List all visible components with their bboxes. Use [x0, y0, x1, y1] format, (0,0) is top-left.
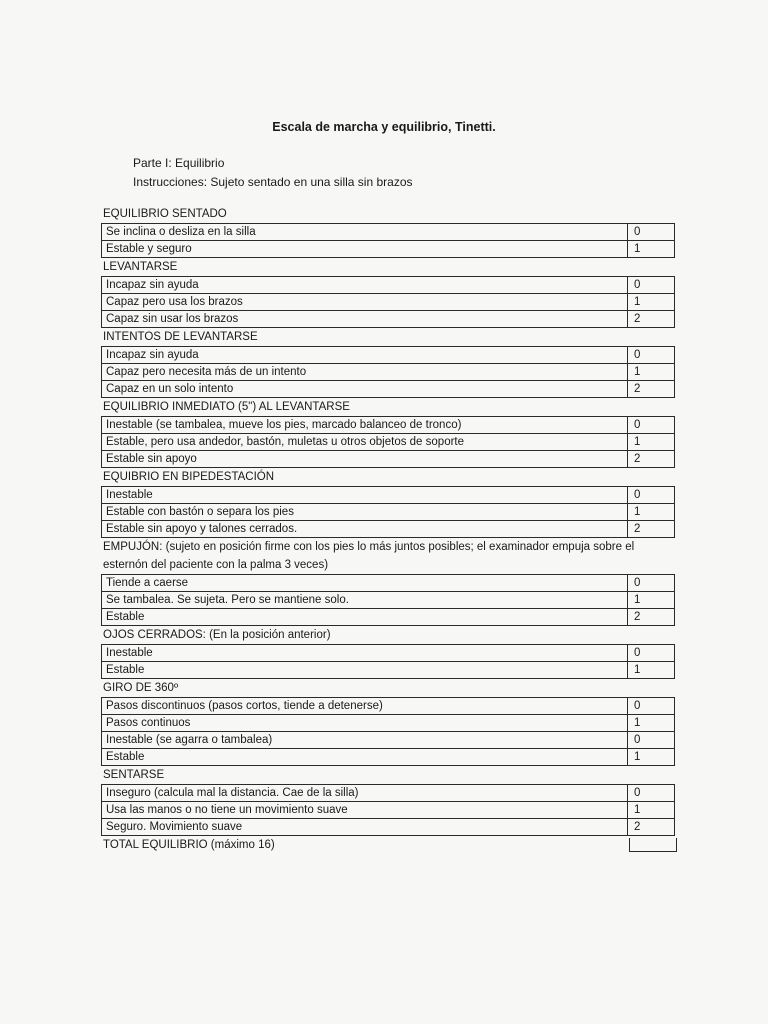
item-label: Estable sin apoyo y talones cerrados.: [102, 521, 628, 538]
table-row: [102, 715, 675, 732]
instructions-text: Instrucciones: Sujeto sentado en una silla sin brazos: [133, 175, 413, 189]
item-score: 2: [628, 381, 675, 398]
section-table: [101, 486, 675, 538]
item-score: 0: [628, 575, 675, 592]
item-score: 2: [628, 521, 675, 538]
item-score: 0: [628, 785, 675, 802]
table-row: [102, 381, 675, 398]
item-label: Capaz pero necesita más de un intento: [102, 364, 628, 381]
item-score: 2: [628, 311, 675, 328]
table-row: [102, 521, 675, 538]
item-score: 0: [628, 487, 675, 504]
item-score: 1: [628, 802, 675, 819]
section-title: INTENTOS DE LEVANTARSE: [103, 331, 258, 343]
item-label: Inestable: [102, 645, 628, 662]
table-row: [102, 487, 675, 504]
section-table: [101, 416, 675, 468]
table-row: [102, 749, 675, 766]
item-label: Se inclina o desliza en la silla: [102, 224, 628, 241]
section-table: [101, 644, 675, 679]
section-table: [101, 223, 675, 258]
total-score-box: [629, 838, 677, 852]
item-score: 0: [628, 417, 675, 434]
item-label: Usa las manos o no tiene un movimiento suave: [102, 802, 628, 819]
item-score: 0: [628, 277, 675, 294]
table-row: [102, 241, 675, 258]
item-score: 1: [628, 504, 675, 521]
section-title: EQUILIBRIO INMEDIATO (5") AL LEVANTARSE: [103, 401, 350, 413]
section-title: GIRO DE 360º: [103, 682, 179, 694]
item-label: Estable, pero usa andedor, bastón, muletas u otros objetos de soporte: [102, 434, 628, 451]
item-label: Estable con bastón o separa los pies: [102, 504, 628, 521]
section-title: OJOS CERRADOS: (En la posición anterior): [103, 629, 331, 641]
table-row: [102, 504, 675, 521]
item-score: 0: [628, 698, 675, 715]
item-label: Pasos discontinuos (pasos cortos, tiende a detenerse): [102, 698, 628, 715]
table-row: [102, 347, 675, 364]
item-label: Seguro. Movimiento suave: [102, 819, 628, 836]
page-title: Escala de marcha y equilibrio, Tinetti.: [272, 120, 496, 134]
table-row: [102, 698, 675, 715]
item-score: 2: [628, 819, 675, 836]
scale-content: [101, 205, 675, 854]
table-row: [102, 785, 675, 802]
item-score: 1: [628, 434, 675, 451]
table-row: [102, 434, 675, 451]
item-label: Inestable (se tambalea, mueve los pies, marcado balanceo de tronco): [102, 417, 628, 434]
section-table: [101, 346, 675, 398]
table-row: [102, 802, 675, 819]
item-score: 0: [628, 224, 675, 241]
item-label: Capaz sin usar los brazos: [102, 311, 628, 328]
section-table: [101, 784, 675, 836]
item-score: 0: [628, 347, 675, 364]
item-score: 0: [628, 645, 675, 662]
item-score: 1: [628, 294, 675, 311]
item-label: Se tambalea. Se sujeta. Pero se mantiene solo.: [102, 592, 628, 609]
item-score: 0: [628, 732, 675, 749]
item-score: 1: [628, 592, 675, 609]
table-row: [102, 224, 675, 241]
section-title: EQUIBRIO EN BIPEDESTACIÓN: [103, 471, 275, 483]
item-score: 2: [628, 451, 675, 468]
table-row: [102, 417, 675, 434]
table-row: [102, 592, 675, 609]
table-row: [102, 819, 675, 836]
item-label: Estable y seguro: [102, 241, 628, 258]
item-label: Inseguro (calcula mal la distancia. Cae de la silla): [102, 785, 628, 802]
table-row: [102, 662, 675, 679]
item-label: Tiende a caerse: [102, 575, 628, 592]
item-score: 1: [628, 749, 675, 766]
section-title: LEVANTARSE: [103, 261, 178, 273]
table-row: [102, 732, 675, 749]
item-score: 1: [628, 662, 675, 679]
section-title: EMPUJÓN: (sujeto en posición firme con los pies lo más juntos posibles; el examinador empuja sobre el esternón del paciente con la palma 3 veces): [103, 541, 635, 571]
item-score: 1: [628, 241, 675, 258]
part-heading: Parte I: Equilibrio: [133, 156, 225, 170]
section-title: SENTARSE: [103, 769, 165, 781]
table-row: [102, 645, 675, 662]
table-row: [102, 277, 675, 294]
section-table: [101, 276, 675, 328]
item-label: Estable: [102, 749, 628, 766]
section-table: [101, 574, 675, 626]
table-row: [102, 451, 675, 468]
table-row: [102, 294, 675, 311]
item-score: 2: [628, 609, 675, 626]
item-label: Inestable: [102, 487, 628, 504]
item-label: Estable: [102, 662, 628, 679]
item-label: Incapaz sin ayuda: [102, 277, 628, 294]
table-row: [102, 609, 675, 626]
item-label: Estable: [102, 609, 628, 626]
item-label: Inestable (se agarra o tambalea): [102, 732, 628, 749]
total-label: TOTAL EQUILIBRIO (máximo 16): [103, 839, 275, 851]
item-label: Capaz pero usa los brazos: [102, 294, 628, 311]
item-score: 1: [628, 364, 675, 381]
item-label: Incapaz sin ayuda: [102, 347, 628, 364]
table-row: [102, 364, 675, 381]
table-row: [102, 575, 675, 592]
item-label: Pasos continuos: [102, 715, 628, 732]
table-row: [102, 311, 675, 328]
section-table: [101, 697, 675, 766]
item-label: Estable sin apoyo: [102, 451, 628, 468]
intro-block: [133, 154, 413, 192]
section-title: EQUILIBRIO SENTADO: [103, 208, 227, 220]
total-row: [101, 836, 675, 854]
item-label: Capaz en un solo intento: [102, 381, 628, 398]
item-score: 1: [628, 715, 675, 732]
